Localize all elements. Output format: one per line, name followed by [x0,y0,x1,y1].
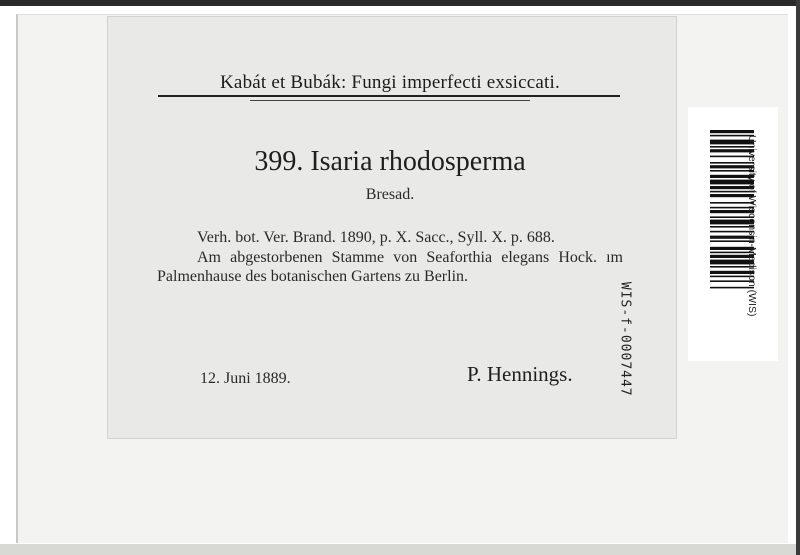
label-body [157,228,623,287]
scan-frame-bottom [0,544,800,555]
title-rule-secondary [250,100,530,101]
species-name: 399. Isaria rhodosperma [254,146,526,177]
collector-name: P. Hennings. [467,362,573,386]
scan-frame-right [796,0,800,555]
series-title: Kabát et Bubák: Fungi imperfecti exsiccati. [220,72,560,93]
collection-date: 12. Juni 1889. [200,370,291,387]
species-author: Bresad. [365,186,415,203]
scan-frame-top [0,0,800,6]
habitat-text: Am abgestorbenen Stamme von Seaforthia elegans Hock. ım Palmenhause des botanischen Gartens zu Berlin. [157,248,623,285]
title-rule [158,95,620,97]
accession-number-text: WIS-f-0007447 [617,281,633,397]
reference-text: Verh. bot. Ver. Brand. 1890, p. X. Sacc., Syll. X. p. 688. [197,229,555,246]
institution-name-text: University of Wisconsin-Madison (WIS) [746,135,758,317]
